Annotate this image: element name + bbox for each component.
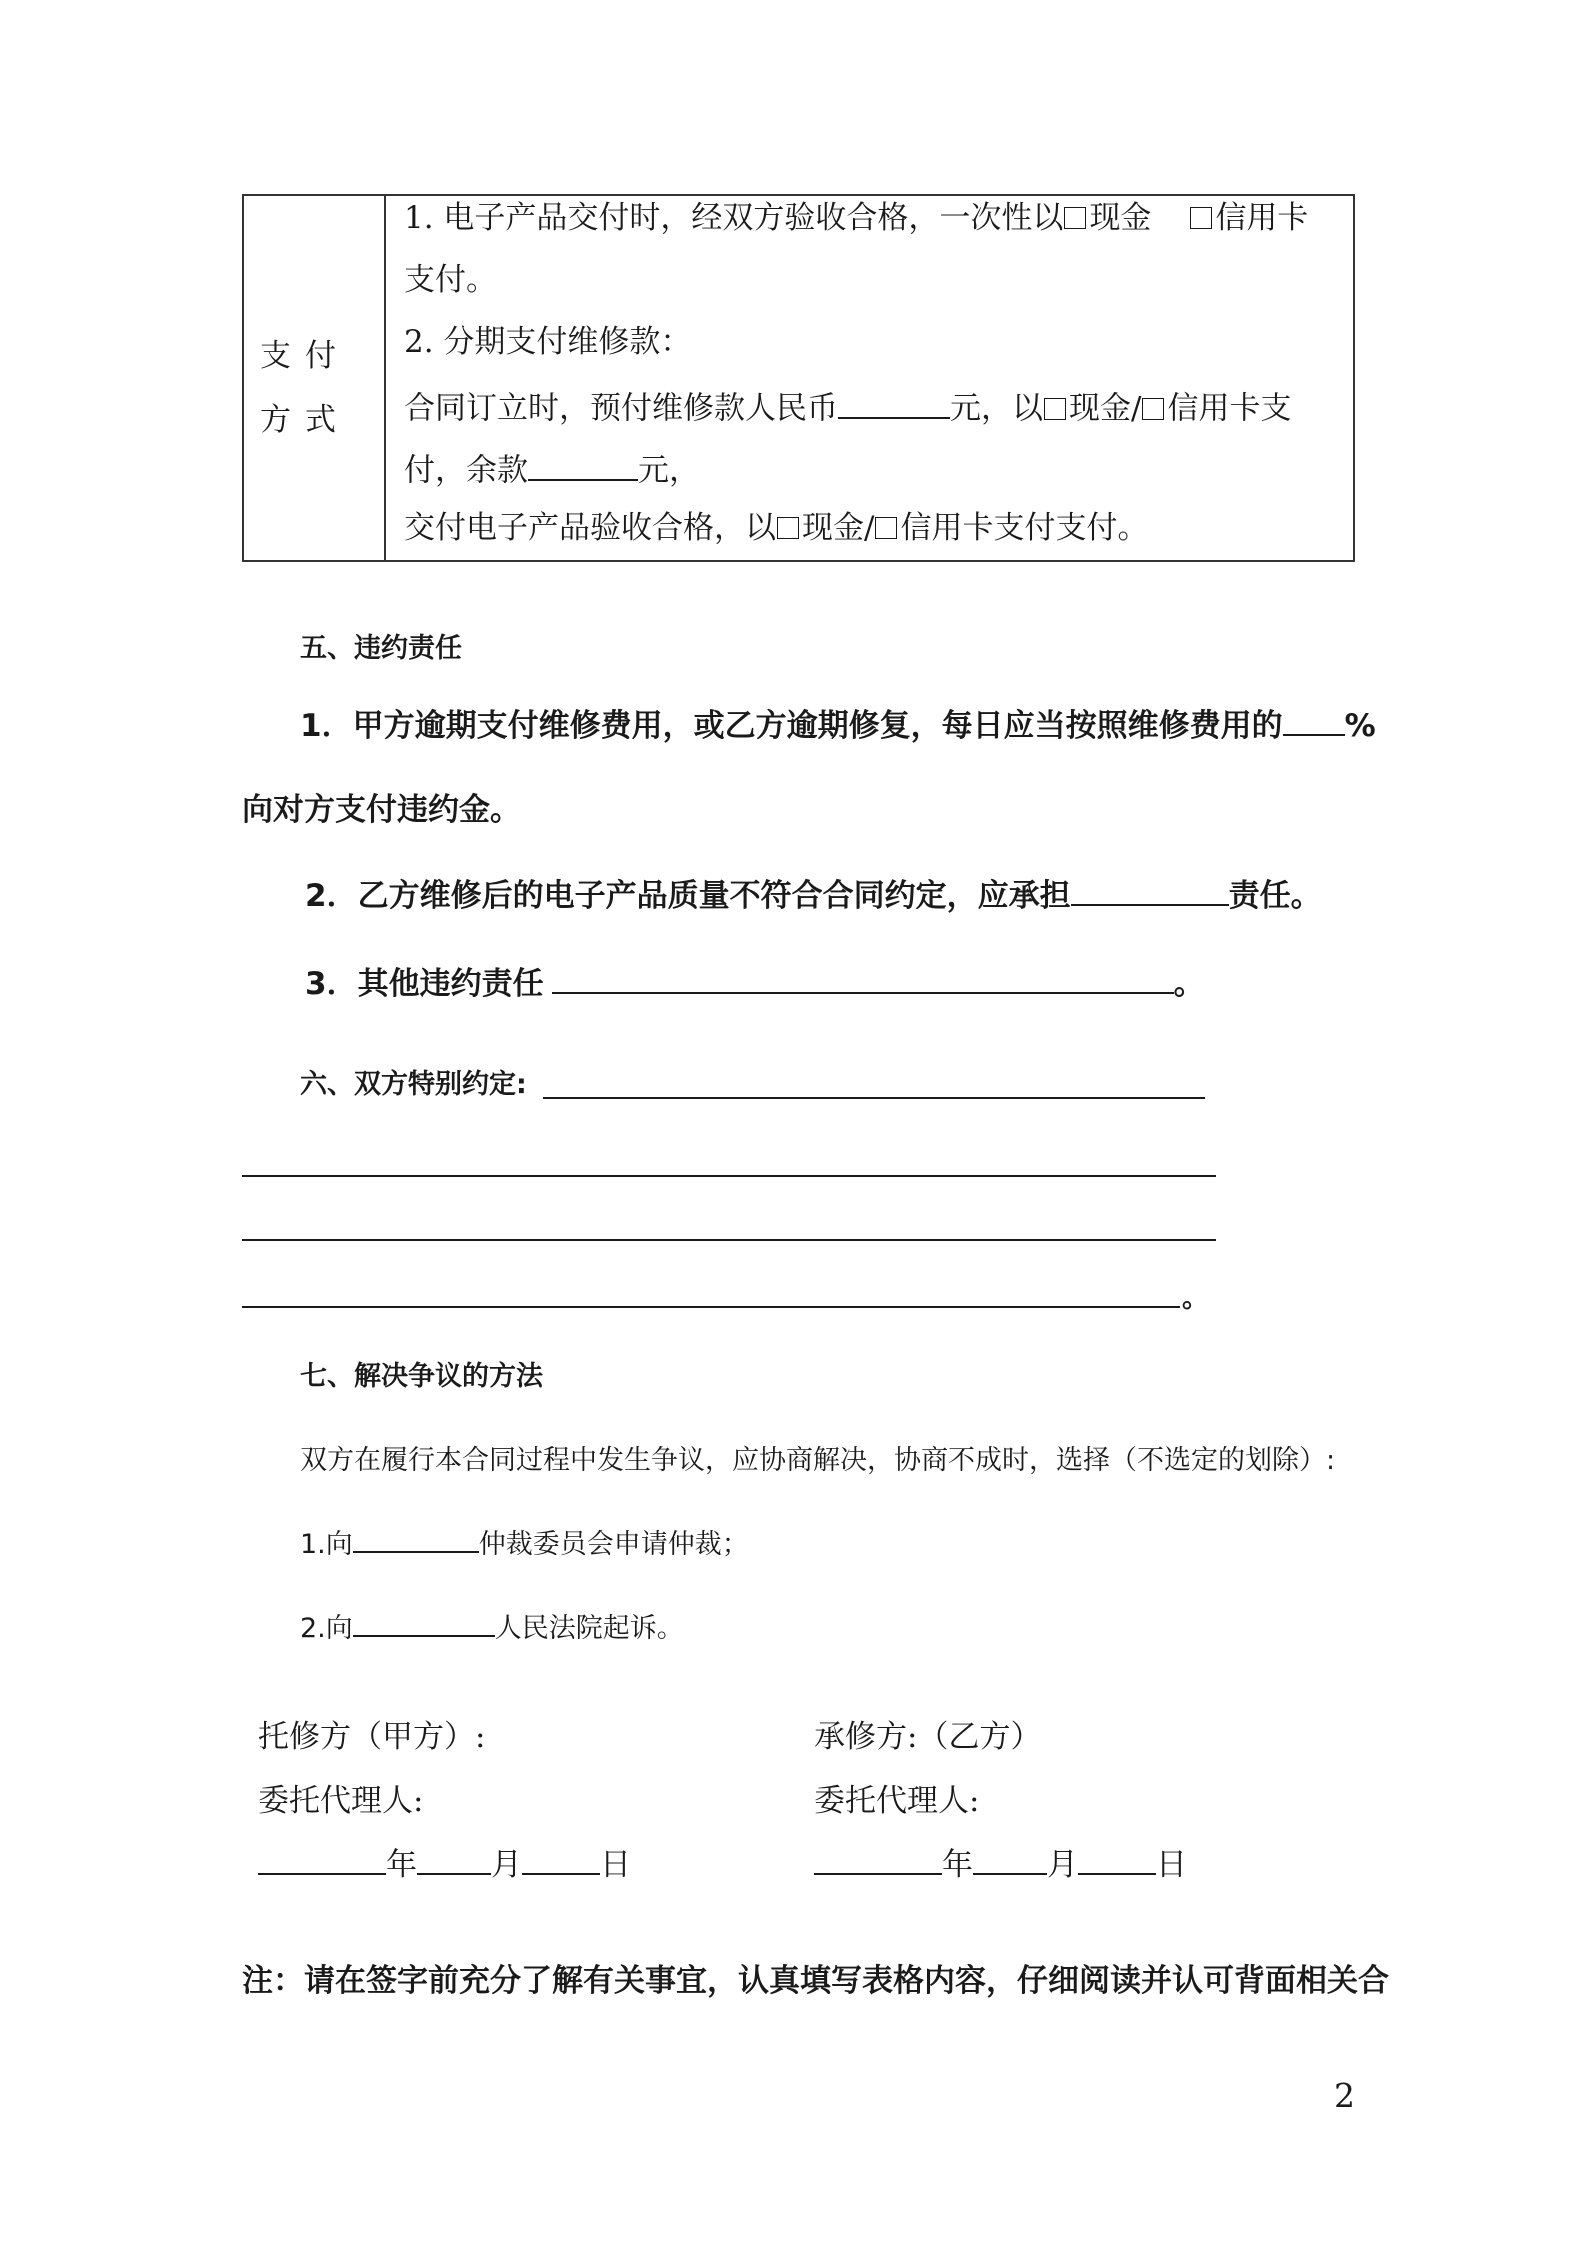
section5-item1: 1．甲方逾期支付维修费用，或乙方逾期修复，每日应当按照维修费用的 % [300, 700, 1376, 745]
cash-checkbox-2[interactable] [1044, 398, 1066, 420]
section7-option2: 2.向 人民法院起诉。 [300, 1606, 684, 1645]
payment-label-cell [244, 196, 386, 560]
payment-label: 支付方式 [260, 338, 350, 438]
cash-checkbox-3[interactable] [777, 517, 799, 539]
court-blank[interactable] [353, 1607, 495, 1637]
section5-item2: 2．乙方维修后的电子产品质量不符合合同约定，应承担 责任。 [305, 870, 1322, 915]
section7-option1: 1.向 仲裁委员会申请仲裁； [300, 1522, 749, 1561]
party-b-label: 承修方:（乙方） [814, 1719, 1042, 1755]
section5-item3: 3．其他违约责任 。 [305, 958, 1205, 1003]
credit-card-checkbox-2[interactable] [1142, 398, 1164, 420]
party-a-day-blank[interactable] [522, 1840, 600, 1875]
party-b-agent-label: 委托代理人: [814, 1783, 980, 1819]
payment-line-4: 合同订立时，预付维修款人民币 元，以 现金/ 信用卡支 [404, 384, 1291, 429]
section7-heading: 七、解决争议的方法 [300, 1361, 543, 1392]
party-b-month-blank[interactable] [973, 1840, 1047, 1875]
party-a-date: 年 月 日 [258, 1839, 631, 1884]
page-number: 2 [1334, 2076, 1355, 2115]
party-a-month-blank[interactable] [417, 1840, 491, 1875]
payment-line-3: 2. 分期支付维修款： [404, 324, 692, 360]
special-agreement-blank-2[interactable] [242, 1175, 1216, 1177]
payment-content-cell [386, 196, 1353, 560]
special-agreement-blank-4[interactable] [242, 1306, 1180, 1308]
section5-heading: 五、违约责任 [300, 633, 462, 664]
prepay-amount-blank[interactable] [838, 384, 950, 419]
note-text: 注：请在签字前充分了解有关事宜，认真填写表格内容，仔细阅读并认可背面相关合 [242, 1963, 1389, 1999]
balance-amount-blank[interactable] [528, 446, 638, 481]
special-agreement-blank-3[interactable] [242, 1239, 1216, 1241]
section6-heading: 六、双方特别约定: [300, 1069, 527, 1100]
payment-line-5: 付，余款 元， [404, 446, 700, 491]
special-agreement-blank-1[interactable] [543, 1097, 1205, 1099]
payment-line-1: 1. 电子产品交付时，经双方验收合格，一次性以 现金 信用卡 [404, 200, 1309, 236]
payment-line-6: 交付电子产品验收合格，以 现金/ 信用卡支付支付。 [404, 510, 1149, 546]
party-a-agent-label: 委托代理人: [258, 1783, 424, 1819]
party-a-label: 托修方（甲方）: [258, 1719, 486, 1755]
party-b-date: 年 月 日 [814, 1839, 1187, 1884]
payment-table [242, 194, 1355, 562]
section7-intro: 双方在履行本合同过程中发生争议，应协商解决，协商不成时，选择（不选定的划除）: [300, 1445, 1336, 1476]
other-liability-blank[interactable] [552, 959, 1174, 994]
party-b-day-blank[interactable] [1078, 1840, 1156, 1875]
party-b-year-blank[interactable] [814, 1840, 942, 1875]
cash-checkbox[interactable] [1064, 207, 1086, 229]
arbitration-committee-blank[interactable] [353, 1523, 479, 1553]
section6-end: 。 [1182, 1283, 1209, 1314]
payment-line-2: 支付。 [404, 262, 497, 298]
liability-blank[interactable] [1071, 871, 1229, 906]
credit-card-checkbox-3[interactable] [875, 517, 897, 539]
section5-item1-cont: 向对方支付违约金。 [242, 792, 521, 828]
credit-card-checkbox[interactable] [1190, 207, 1212, 229]
penalty-rate-blank[interactable] [1283, 701, 1345, 736]
party-a-year-blank[interactable] [258, 1840, 386, 1875]
